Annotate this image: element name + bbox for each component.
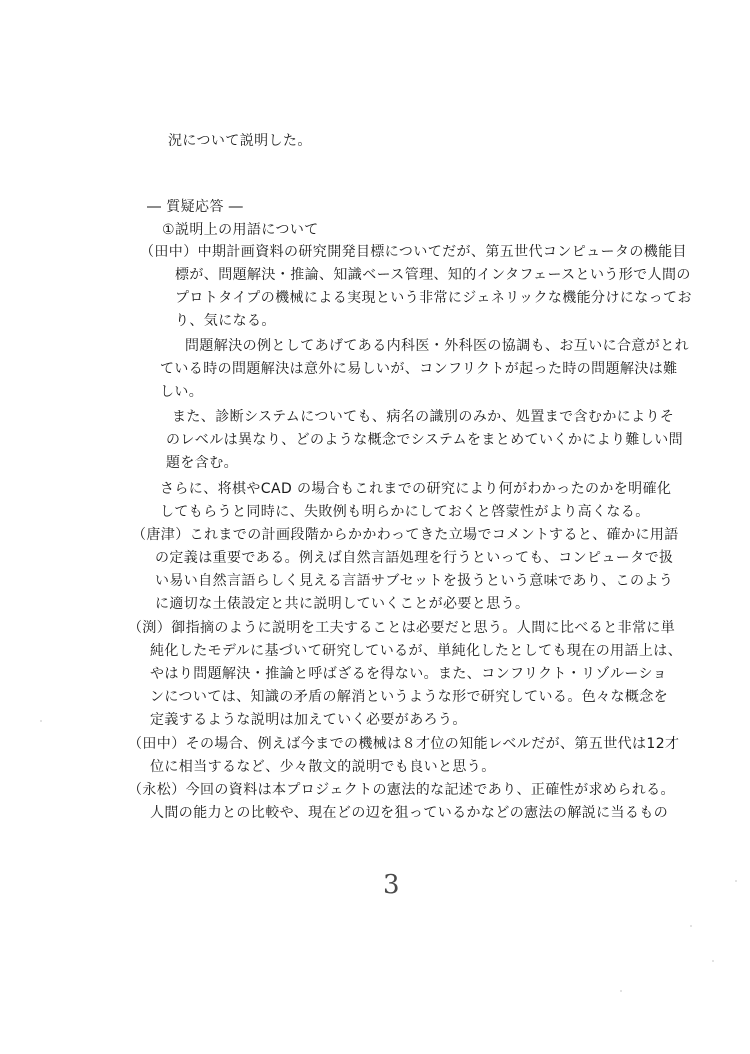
page-number: 3 bbox=[383, 870, 400, 900]
text-line: （田中）中期計画資料の研究開発目標についてだが、第五世代コンピュータの機能目 bbox=[140, 244, 687, 260]
text-line: 標が、問題解決・推論、知識ベース管理、知的インタフェースという形で人間の bbox=[175, 267, 691, 283]
text-line: してもらうと同時に、失敗例も明らかにしておくと啓蒙性がより高くなる。 bbox=[160, 504, 650, 520]
text-line: り、気になる。 bbox=[175, 313, 276, 329]
text-line: 位に相当するなど、少々散文的説明でも良いと思う。 bbox=[150, 759, 496, 775]
scan-speck bbox=[712, 960, 714, 962]
text-line: （田中）その場合、例えば今までの機械は８才位の知能レベルだが、第五世代は12才 bbox=[128, 736, 680, 752]
text-line: 人間の能力との比較や、現在どの辺を狙っているかなどの憲法の解説に当るもの bbox=[150, 805, 669, 821]
text-line: しい。 bbox=[160, 384, 204, 400]
scan-speck bbox=[620, 990, 622, 992]
text-line: また、診断システムについても、病名の識別のみか、処置まで含むかによりそ bbox=[172, 409, 675, 425]
text-line: 定義するような説明は加えていく必要があろう。 bbox=[150, 712, 467, 728]
scan-speck bbox=[690, 925, 692, 927]
text-line: い易い自然言語らしく見える言語サブセットを扱うという意味であり、このよう bbox=[155, 573, 674, 589]
scan-speck bbox=[40, 720, 42, 722]
text-line: ている時の問題解決は意外に易しいが、コンフリクトが起った時の問題解決は難 bbox=[160, 361, 678, 377]
text-line: （永松）今回の資料は本プロジェクトの憲法的な記述であり、正確性が求められる。 bbox=[128, 782, 675, 798]
text-line: プロトタイプの機械による実現という非常にジェネリックな機能分けになってお bbox=[175, 290, 692, 306]
text-line: 純化したモデルに基づいて研究しているが、単純化したとしても現在の用語上は、 bbox=[150, 643, 683, 659]
text-line: 問題解決の例としてあげてある内科医・外科医の協調も、お互いに合意がとれ bbox=[185, 338, 689, 354]
text-line: ンについては、知識の矛盾の解消というような形で研究している。色々な概念を bbox=[150, 689, 669, 705]
text-line: に適切な土俵設定と共に説明していくことが必要と思う。 bbox=[155, 596, 530, 612]
text-line: のレベルは異なり、どのような概念でシステムをまとめていくかにより難しい問 bbox=[166, 432, 683, 448]
text-line: （渕）御指摘のように説明を工夫することは必要だと思う。人間に比べると非常に単 bbox=[128, 620, 676, 636]
scan-speck bbox=[735, 880, 737, 882]
subsection-heading: ①説明上の用語について bbox=[162, 222, 319, 238]
section-heading: ― 質疑応答 ― bbox=[147, 199, 244, 215]
text-line: 況について説明した。 bbox=[168, 133, 312, 149]
text-line: の定義は重要である。例えば自然言語処理を行うといっても、コンピュータで扱 bbox=[155, 550, 674, 566]
text-line: さらに、将棋やCAD の場合もこれまでの研究により何がわかったのかを明確化 bbox=[160, 481, 672, 497]
text-line: 題を含む。 bbox=[166, 455, 238, 471]
text-line: やはり問題解決・推論と呼ばざるを得ない。また、コンフリクト・リゾルーショ bbox=[150, 666, 667, 682]
text-line: （唐津）これまでの計画段階からかかわってきた立場でコメントすると、確かに用語 bbox=[132, 527, 679, 543]
